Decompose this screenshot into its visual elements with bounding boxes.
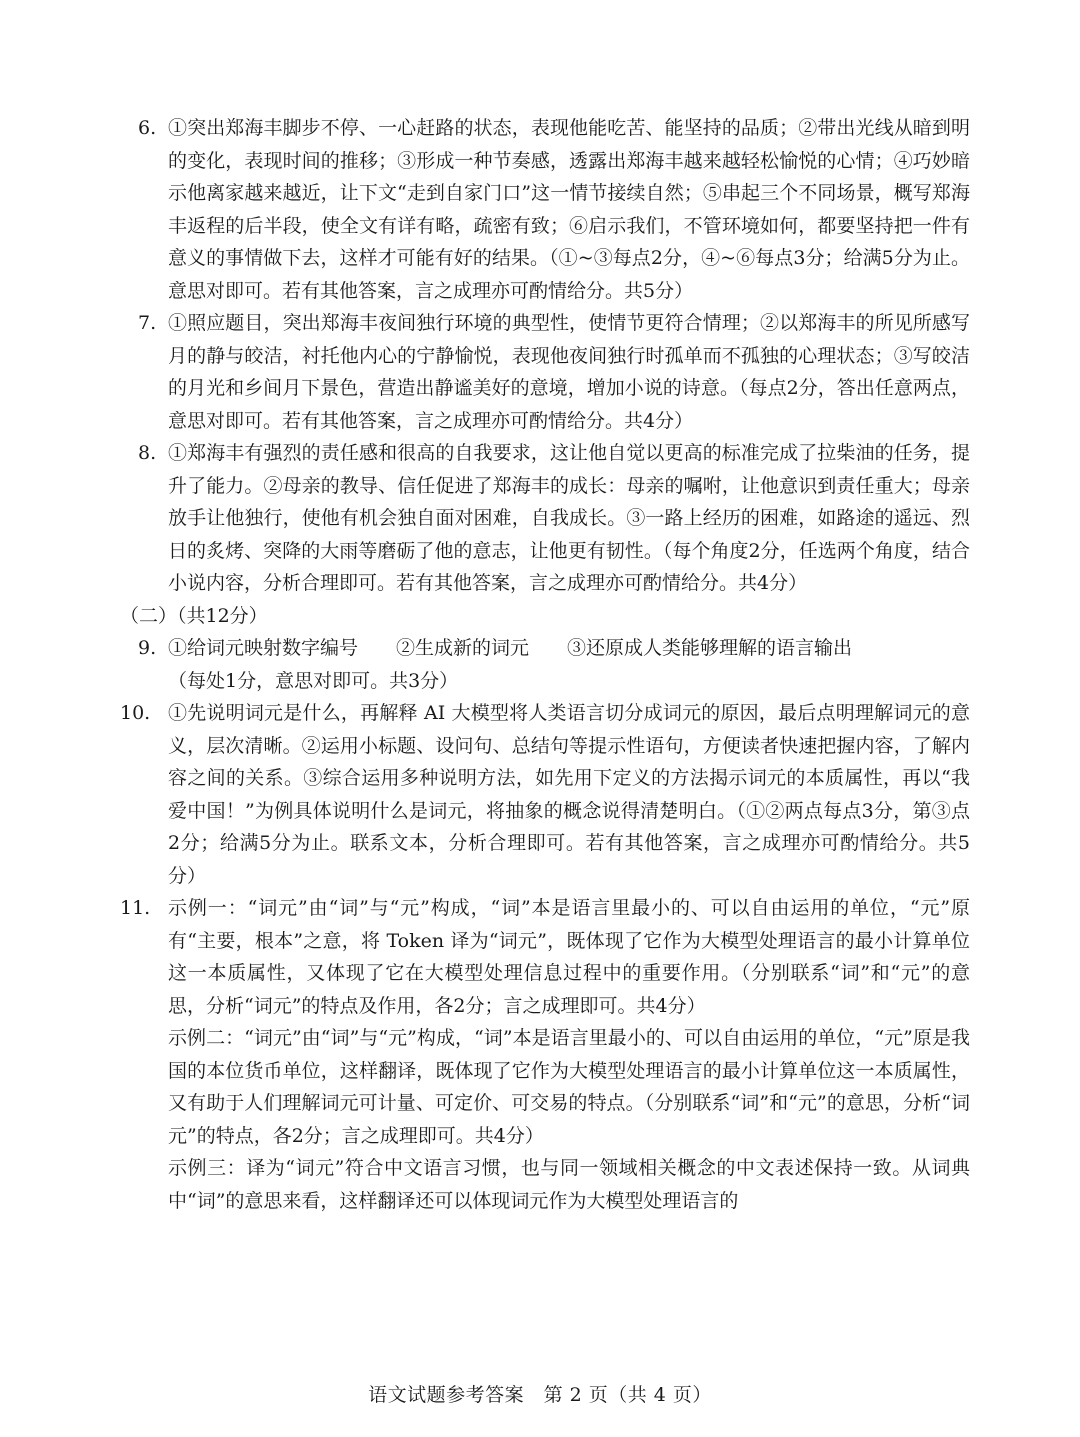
example-paragraph: 示例一：“词元”由“词”与“元”构成，“词”本是语言里最小的、可以自由运用的单位，“元”原有“主要，根本”之意，将 Token 译为“词元”，既体现了它作为大模型处理语言的最小计算单位这一本质属性，又体现了它在大模型处理信息过程中的重要作用。（分别联系“词”和“元”的意思，分析“词元”的特点及作用，各2分；言之成理即可。共4分） — [168, 897, 970, 1017]
answer-line: ①给词元映射数字编号 ②生成新的词元 ③还原成人类能够理解的语言输出 — [168, 637, 853, 659]
example-paragraph: 示例二：“词元”由“词”与“元”构成，“词”本是语言里最小的、可以自由运用的单位，“元”原是我国的本位货币单位，这样翻译，既体现了它作为大模型处理语言的最小计算单位这一本质属性，又有助于人们理解词元可计量、可定价、可交易的特点。（分别联系“词”和“元”的意思，分析“词元”的特点，各2分；言之成理即可。共4分） — [168, 1027, 970, 1147]
item-number: 9. — [138, 637, 157, 659]
answer-item-7 — [120, 307, 970, 437]
item-number: 11. — [120, 897, 151, 919]
item-number: 6. — [138, 117, 157, 139]
answer-scoring-note: （每处1分，意思对即可。共3分） — [168, 669, 459, 692]
answer-paragraph: ①照应题目，突出郑海丰夜间独行环境的典型性，使情节更符合情理；②以郑海丰的所见所感写月的静与皎洁，衬托他内心的宁静愉悦，表现他夜间独行时孤单而不孤独的心理状态；③写皎洁的月光和乡间月下景色，营造出静谧美好的意境，增加小说的诗意。（每点2分，答出任意两点，意思对即可。若有其他答案，言之成理亦可酌情给分。共4分） — [168, 312, 970, 432]
page-footer: 语文试题参考答案 第 2 页（共 4 页） — [368, 1384, 712, 1406]
answer-paragraph: ①郑海丰有强烈的责任感和很高的自我要求，这让他自觉以更高的标准完成了拉柴油的任务，提升了能力。②母亲的教导、信任促进了郑海丰的成长：母亲的嘱咐，让他意识到责任重大；母亲放手让他独行，使他有机会独自面对困难，自我成长。③一路上经历的困难，如路途的遥远、烈日的炙烤、突降的大雨等磨砺了他的意志，让他更有韧性。（每个角度2分，任选两个角度，结合小说内容，分析合理即可。若有其他答案，言之成理亦可酌情给分。共4分） — [168, 442, 970, 594]
item-number: 10. — [120, 702, 151, 724]
answer-paragraph: ①先说明词元是什么，再解释 AI 大模型将人类语言切分成词元的原因，最后点明理解词元的意义，层次清晰。②运用小标题、设问句、总结句等提示性语句，方便读者快速把握内容，了解内容之间的关系。③综合运用多种说明方法，如先用下定义的方法揭示词元的本质属性，再以“我爱中国！”为例具体说明什么是词元，将抽象的概念说得清楚明白。（①②两点每点3分，第③点2分；给满5分为止。联系文本，分析合理即可。若有其他答案，言之成理亦可酌情给分。共5分） — [168, 702, 970, 887]
answer-item-9 — [120, 632, 970, 697]
answer-content — [120, 112, 970, 1217]
answer-paragraph: ①突出郑海丰脚步不停、一心赶路的状态，表现他能吃苦、能坚持的品质；②带出光线从暗到明的变化，表现时间的推移；③形成一种节奏感，透露出郑海丰越来越轻松愉悦的心情；④巧妙暗示他离家越来越近，让下文“走到自家门口”这一情节接续自然；⑤串起三个不同场景，概写郑海丰返程的后半段，使全文有详有略，疏密有致；⑥启示我们，不管环境如何，都要坚持把一件有意义的事情做下去，这样才可能有好的结果。（①~③每点2分，④~⑥每点3分；给满5分为止。意思对即可。若有其他答案，言之成理亦可酌情给分。共5分） — [168, 117, 970, 302]
section-heading: （二）（共12分） — [120, 604, 268, 627]
example-paragraph: 示例三：译为“词元”符合中文语言习惯，也与同一领域相关概念的中文表述保持一致。从词典中“词”的意思来看，这样翻译还可以体现词元作为大模型处理语言的 — [168, 1157, 970, 1212]
item-number: 7. — [138, 312, 157, 334]
answer-item-11 — [120, 892, 970, 1217]
answer-item-10 — [120, 697, 970, 892]
answer-item-6 — [120, 112, 970, 307]
answer-item-8 — [120, 437, 970, 600]
item-number: 8. — [138, 442, 157, 464]
